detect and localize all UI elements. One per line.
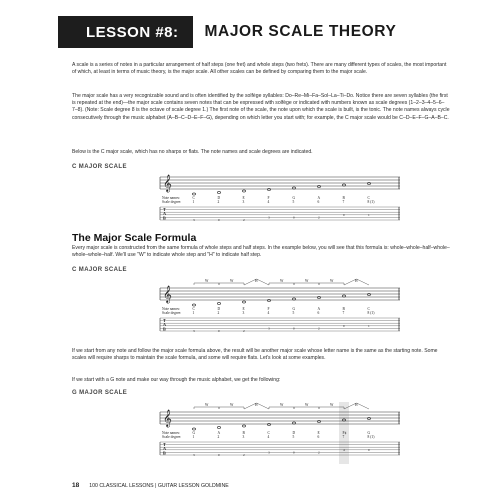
note-names-label: Note names:	[162, 196, 181, 200]
treble-clef-icon: 𝄞	[163, 411, 172, 427]
scale-degree-label: Scale degree:	[162, 435, 182, 439]
scale-degree: 3	[242, 200, 245, 204]
note-head	[217, 191, 220, 193]
whole-step-bracket	[194, 407, 219, 409]
note-head	[267, 423, 270, 425]
treble-clef-icon: 𝄞	[163, 287, 172, 303]
scale-degree: 4	[267, 200, 270, 204]
scale-degree: 7	[342, 200, 345, 204]
lesson-header	[58, 16, 396, 48]
note-name: E	[317, 431, 320, 435]
treble-clef-icon: 𝄞	[163, 176, 172, 192]
tab-clef-letter: T	[163, 207, 166, 212]
whole-step-bracket	[219, 283, 244, 285]
tab-fret-number: 3	[193, 453, 195, 458]
page-number: 18	[72, 482, 80, 489]
note-head	[242, 301, 245, 303]
step-label: W	[330, 403, 334, 407]
note-name: F♯	[342, 431, 347, 435]
scale-degree: 6	[317, 435, 320, 439]
tab-fret-number: 0	[293, 450, 295, 455]
step-label: W	[205, 403, 209, 407]
section-label-c-major-2: C MAJOR SCALE	[72, 267, 127, 273]
scale-degree: 5	[292, 200, 295, 204]
tab-fret-number: 0	[218, 329, 220, 334]
step-label: W	[280, 279, 284, 283]
staff-c-major-1	[160, 174, 400, 222]
note-name: F	[267, 307, 270, 311]
scale-degree: 5	[292, 435, 295, 439]
step-label: W	[280, 403, 284, 407]
tab-fret-number: 0	[218, 453, 220, 458]
note-name: G	[292, 307, 296, 311]
scale-degree: 1	[192, 311, 195, 315]
note-head	[242, 190, 245, 192]
step-label: W	[230, 279, 234, 283]
note-name: G	[292, 196, 296, 200]
scale-degree: 3	[242, 311, 245, 315]
step-label: W	[305, 403, 309, 407]
scale-degree: 2	[217, 200, 220, 204]
tab-fret-number: 3	[193, 218, 195, 223]
tab-fret-number: 2	[243, 329, 245, 334]
note-head	[242, 425, 245, 427]
tab-fret-number: 0	[368, 448, 370, 452]
scale-degree: 5	[292, 311, 295, 315]
note-head	[367, 293, 370, 295]
step-label: W	[205, 279, 209, 283]
note-name: G	[192, 431, 196, 435]
section-label-g-major: G MAJOR SCALE	[72, 390, 128, 396]
step-label: W	[305, 279, 309, 283]
scale-degree: 7	[342, 311, 345, 315]
note-head	[217, 426, 220, 428]
note-head	[367, 182, 370, 184]
intro-paragraph-2: The major scale has a very recognizable sound and is often identified by the solfège syllables: Do–Re–Mi–Fa–Sol–La–Ti–Do. Notice there are seven syllables (the first is repeated at the end)—the major scale contains seven notes that can be expressed with solfège or indicated with numbers known as scale degrees (1–2–3–4–5–6–7–8). (Note: Scale degree 8 is the octave of scale degree 1.) The first note of the scale, the note upon which the scale is built, is the tonic. The note names always cycle consecutively through the music alphabet (A–B–C–D–E–F–G), depending on which letter you start with; for example, the C major scale would be C–D–E–F–G–A–B–C.	[72, 93, 450, 121]
tab-fret-number: 0	[343, 213, 345, 217]
tab-fret-number: 3	[268, 215, 270, 220]
scale-degree-label: Scale degree:	[162, 311, 182, 315]
tab-clef-letter: B	[163, 326, 166, 332]
note-names-label: Note names:	[162, 431, 181, 435]
tab-clef-letter: A	[163, 446, 167, 452]
note-head	[217, 302, 220, 304]
tab-clef-letter: A	[163, 211, 167, 217]
scale-degree: 4	[267, 311, 270, 315]
note-name: C	[267, 431, 270, 435]
scale-degree: 2	[217, 435, 220, 439]
scale-degree: 4	[267, 435, 270, 439]
note-name: F	[267, 196, 270, 200]
note-head	[317, 296, 320, 298]
note-name: B	[342, 307, 345, 311]
lesson-number: LESSON #8:	[58, 16, 193, 48]
page-footer	[72, 482, 229, 489]
section-label-c-major: C MAJOR SCALE	[72, 164, 127, 170]
staff-g-major	[160, 400, 400, 466]
note-name: D	[292, 431, 296, 435]
whole-step-bracket	[269, 407, 294, 409]
note-head	[192, 193, 195, 195]
tab-fret-number: 3	[193, 329, 195, 334]
section-heading-formula: The Major Scale Formula	[72, 232, 197, 244]
tab-clef-letter: T	[163, 442, 166, 447]
note-name: C	[192, 196, 195, 200]
note-name: C	[367, 307, 370, 311]
whole-step-bracket	[294, 283, 319, 285]
scale-degree: 7	[342, 435, 345, 439]
whole-step-bracket	[294, 407, 319, 409]
note-head	[267, 299, 270, 301]
note-name: C	[367, 196, 370, 200]
note-head	[192, 428, 195, 430]
tab-fret-number: 2	[318, 450, 320, 455]
note-head	[192, 304, 195, 306]
tab-fret-number: 0	[218, 218, 220, 223]
note-name: B	[342, 196, 345, 200]
step-label: H	[255, 403, 258, 407]
note-name: B	[242, 431, 245, 435]
scale-degree: 3	[242, 435, 245, 439]
note-name: D	[217, 196, 221, 200]
note-name: D	[217, 307, 221, 311]
step-label: H	[355, 279, 358, 283]
tab-fret-number: 3	[268, 326, 270, 331]
tab-clef-letter: B	[163, 215, 166, 221]
tab-fret-number: 1	[368, 213, 370, 217]
tab-fret-number: 0	[343, 324, 345, 328]
note-head	[267, 188, 270, 190]
scale-degree: 2	[217, 311, 220, 315]
scale-degree: 6	[317, 311, 320, 315]
tab-fret-number: 2	[318, 215, 320, 220]
paragraph-g-note: If we start with a G note and make our way through the music alphabet, we get the following:	[72, 377, 281, 383]
note-name: E	[242, 196, 245, 200]
scale-degree: 1	[192, 200, 195, 204]
step-label: W	[230, 403, 234, 407]
tab-clef-letter: A	[163, 322, 167, 328]
note-name: E	[242, 307, 245, 311]
tab-fret-number: 1	[368, 324, 370, 328]
step-label: H	[355, 403, 358, 407]
note-name: A	[217, 431, 221, 435]
note-names-label: Note names:	[162, 307, 181, 311]
intro-paragraph-3: Below is the C major scale, which has no sharps or flats. The note names and scale degrees are indicated.	[72, 149, 313, 155]
note-head	[317, 420, 320, 422]
staff-c-major-2	[160, 276, 400, 336]
tab-fret-number: 2	[318, 326, 320, 331]
lesson-title: MAJOR SCALE THEORY	[204, 23, 397, 40]
note-name: A	[317, 196, 321, 200]
scale-degree: 8 (1)	[367, 311, 375, 315]
scale-degree: 6	[317, 200, 320, 204]
note-head	[317, 185, 320, 187]
note-name: G	[367, 431, 371, 435]
tab-clef-letter: T	[163, 318, 166, 323]
scale-degree: 8 (1)	[367, 435, 375, 439]
note-name: A	[317, 307, 321, 311]
step-label: H	[255, 279, 258, 283]
tab-fret-number: 3	[268, 450, 270, 455]
whole-step-bracket	[219, 407, 244, 409]
scale-degree: 8 (1)	[367, 200, 375, 204]
tab-fret-number: 2	[243, 453, 245, 458]
note-head	[367, 417, 370, 419]
formula-paragraph: Every major scale is constructed from the same formula of whole steps and half steps. In the example below, you will see that this formula is: whole–whole–half–whole–whole–whole–half. We'll use "W" to indicate whole step and "H" to indicate half step.	[72, 245, 450, 259]
intro-paragraph-1: A scale is a series of notes in a particular arrangement of half steps (one fret) and whole steps (two frets). There are many different types of scales, the most important of which, at least in terms of music theory, is the major scale. All other scales can be defined by comparing them to the major scale.	[72, 62, 447, 76]
footer-text: 100 CLASSICAL LESSONS | GUITAR LESSON GOLDMINE	[89, 482, 229, 489]
whole-step-bracket	[319, 283, 344, 285]
scale-degree-label: Scale degree:	[162, 200, 182, 204]
tab-fret-number: 2	[243, 218, 245, 223]
tab-fret-number: 4	[343, 448, 345, 452]
scale-degree: 1	[192, 435, 195, 439]
paragraph-any-note: If we start from any note and follow the major scale formula above, the result will be another major scale whose letter name is the same as the starting note. Some scales will require sharps to maintain the scale formula, and some will require flats. Let's look at some examples.	[72, 348, 438, 362]
note-name: C	[192, 307, 195, 311]
whole-step-bracket	[269, 283, 294, 285]
tab-fret-number: 0	[293, 215, 295, 220]
whole-step-bracket	[194, 283, 219, 285]
tab-clef-letter: B	[163, 450, 166, 456]
tab-fret-number: 0	[293, 326, 295, 331]
step-label: W	[330, 279, 334, 283]
